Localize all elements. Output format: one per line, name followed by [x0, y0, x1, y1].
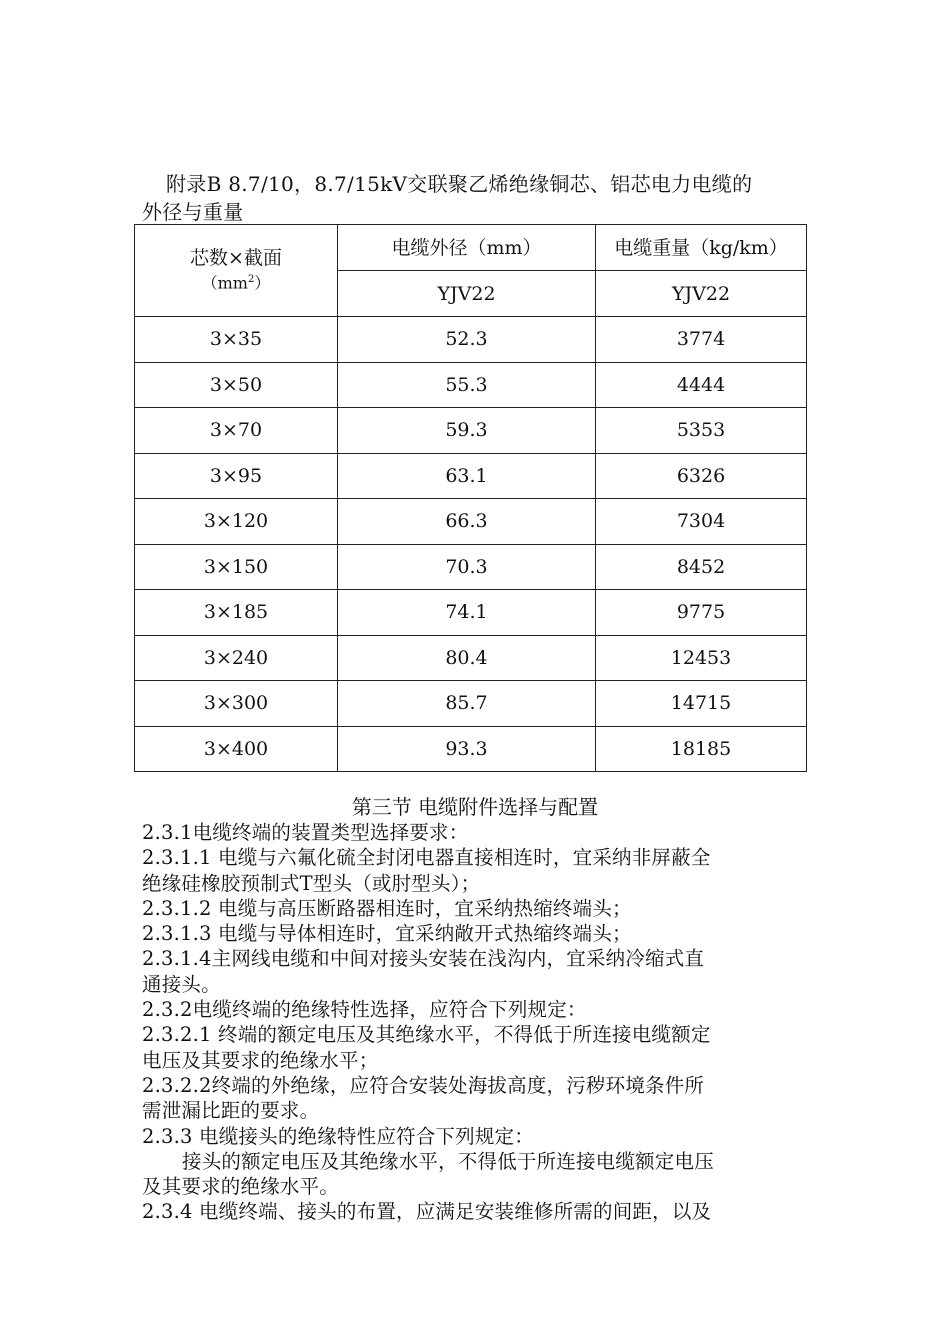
- table-caption: [142, 170, 812, 226]
- body-line: 通接头。: [142, 972, 221, 996]
- table-row: [135, 590, 807, 636]
- body-line: 电压及其要求的绝缘水平；: [142, 1048, 379, 1072]
- cell-weight: 3774: [596, 317, 807, 363]
- header-weight: 电缆重量（kg/km）: [596, 225, 807, 271]
- body-line: 2.3.4 电缆终端、接头的布置，应满足安装维修所需的间距，以及: [142, 1200, 712, 1224]
- cell-weight: 6326: [596, 453, 807, 499]
- subheader-weight-model: YJV22: [596, 271, 807, 317]
- table-row: [135, 453, 807, 499]
- cell-diameter: 80.4: [338, 635, 596, 681]
- cell-spec: 3×400: [135, 726, 338, 772]
- cell-weight: 5353: [596, 408, 807, 454]
- cell-spec: 3×300: [135, 681, 338, 727]
- table-row: [135, 544, 807, 590]
- body-line: 2.3.1.2 电缆与高压断路器相连时，宜采纳热缩终端头；: [142, 896, 632, 920]
- cell-diameter: 66.3: [338, 499, 596, 545]
- body-line: 及其要求的绝缘水平。: [142, 1175, 340, 1199]
- cell-weight: 4444: [596, 362, 807, 408]
- body-line: 接头的额定电压及其绝缘水平，不得低于所连接电缆额定电压: [182, 1149, 714, 1173]
- cell-weight: 8452: [596, 544, 807, 590]
- cell-weight: 18185: [596, 726, 807, 772]
- cell-diameter: 55.3: [338, 362, 596, 408]
- table-row: [135, 635, 807, 681]
- header-cores-section: [135, 225, 338, 317]
- cell-spec: 3×240: [135, 635, 338, 681]
- cell-spec: 3×35: [135, 317, 338, 363]
- cell-diameter: 74.1: [338, 590, 596, 636]
- caption-line-1: 附录B 8.7/10，8.7/15kV交联聚乙烯绝缘铜芯、铝芯电力电缆的: [166, 172, 753, 196]
- table-row: [135, 408, 807, 454]
- cell-spec: 3×95: [135, 453, 338, 499]
- cell-spec: 3×70: [135, 408, 338, 454]
- cell-weight: 9775: [596, 590, 807, 636]
- body-line: 2.3.1.1 电缆与六氟化硫全封闭电器直接相连时，宜采纳非屏蔽全: [142, 846, 711, 870]
- body-line: 2.3.3 电缆接头的绝缘特性应符合下列规定：: [142, 1124, 534, 1148]
- table-row: [135, 499, 807, 545]
- cell-diameter: 93.3: [338, 726, 596, 772]
- cell-spec: 3×150: [135, 544, 338, 590]
- header-diameter: 电缆外径（mm）: [338, 225, 596, 271]
- body-line: 需泄漏比距的要求。: [142, 1099, 320, 1123]
- cell-spec: 3×185: [135, 590, 338, 636]
- section-body: [142, 820, 810, 1225]
- body-line: 2.3.1.4主网线电缆和中间对接头安装在浅沟内，宜采纳冷缩式直: [142, 947, 705, 971]
- table-header-row: [135, 225, 807, 271]
- table-row: [135, 317, 807, 363]
- header-cores-unit: $(mm^2)$: [201, 273, 271, 293]
- header-cores-label: 芯数×截面: [190, 246, 282, 269]
- body-line: 2.3.2电缆终端的绝缘特性选择，应符合下列规定：: [142, 998, 587, 1022]
- body-line: 2.3.2.1 终端的额定电压及其绝缘水平，不得低于所连接电缆额定: [142, 1023, 711, 1047]
- cell-diameter: 85.7: [338, 681, 596, 727]
- body-line: 2.3.1电缆终端的装置类型选择要求：: [142, 821, 469, 844]
- cell-diameter: 59.3: [338, 408, 596, 454]
- cable-spec-table: [134, 224, 807, 772]
- body-line: 2.3.2.2终端的外绝缘，应符合安装处海拔高度，污秽环境条件所: [142, 1073, 705, 1097]
- cell-weight: 12453: [596, 635, 807, 681]
- cell-diameter: 63.1: [338, 453, 596, 499]
- table-row: [135, 726, 807, 772]
- caption-line-2: 外径与重量: [142, 200, 244, 224]
- subheader-diameter-model: YJV22: [338, 271, 596, 317]
- cell-diameter: 70.3: [338, 544, 596, 590]
- table-row: [135, 362, 807, 408]
- cell-spec: 3×120: [135, 499, 338, 545]
- cell-spec: 3×50: [135, 362, 338, 408]
- cell-weight: 7304: [596, 499, 807, 545]
- section-title: 第三节 电缆附件选择与配置: [351, 795, 599, 819]
- table-row: [135, 681, 807, 727]
- body-line: 绝缘硅橡胶预制式T型头（或肘型头）；: [142, 871, 481, 895]
- cell-diameter: 52.3: [338, 317, 596, 363]
- cell-weight: 14715: [596, 681, 807, 727]
- body-line: 2.3.1.3 电缆与导体相连时，宜采纳敞开式热缩终端头；: [142, 922, 632, 946]
